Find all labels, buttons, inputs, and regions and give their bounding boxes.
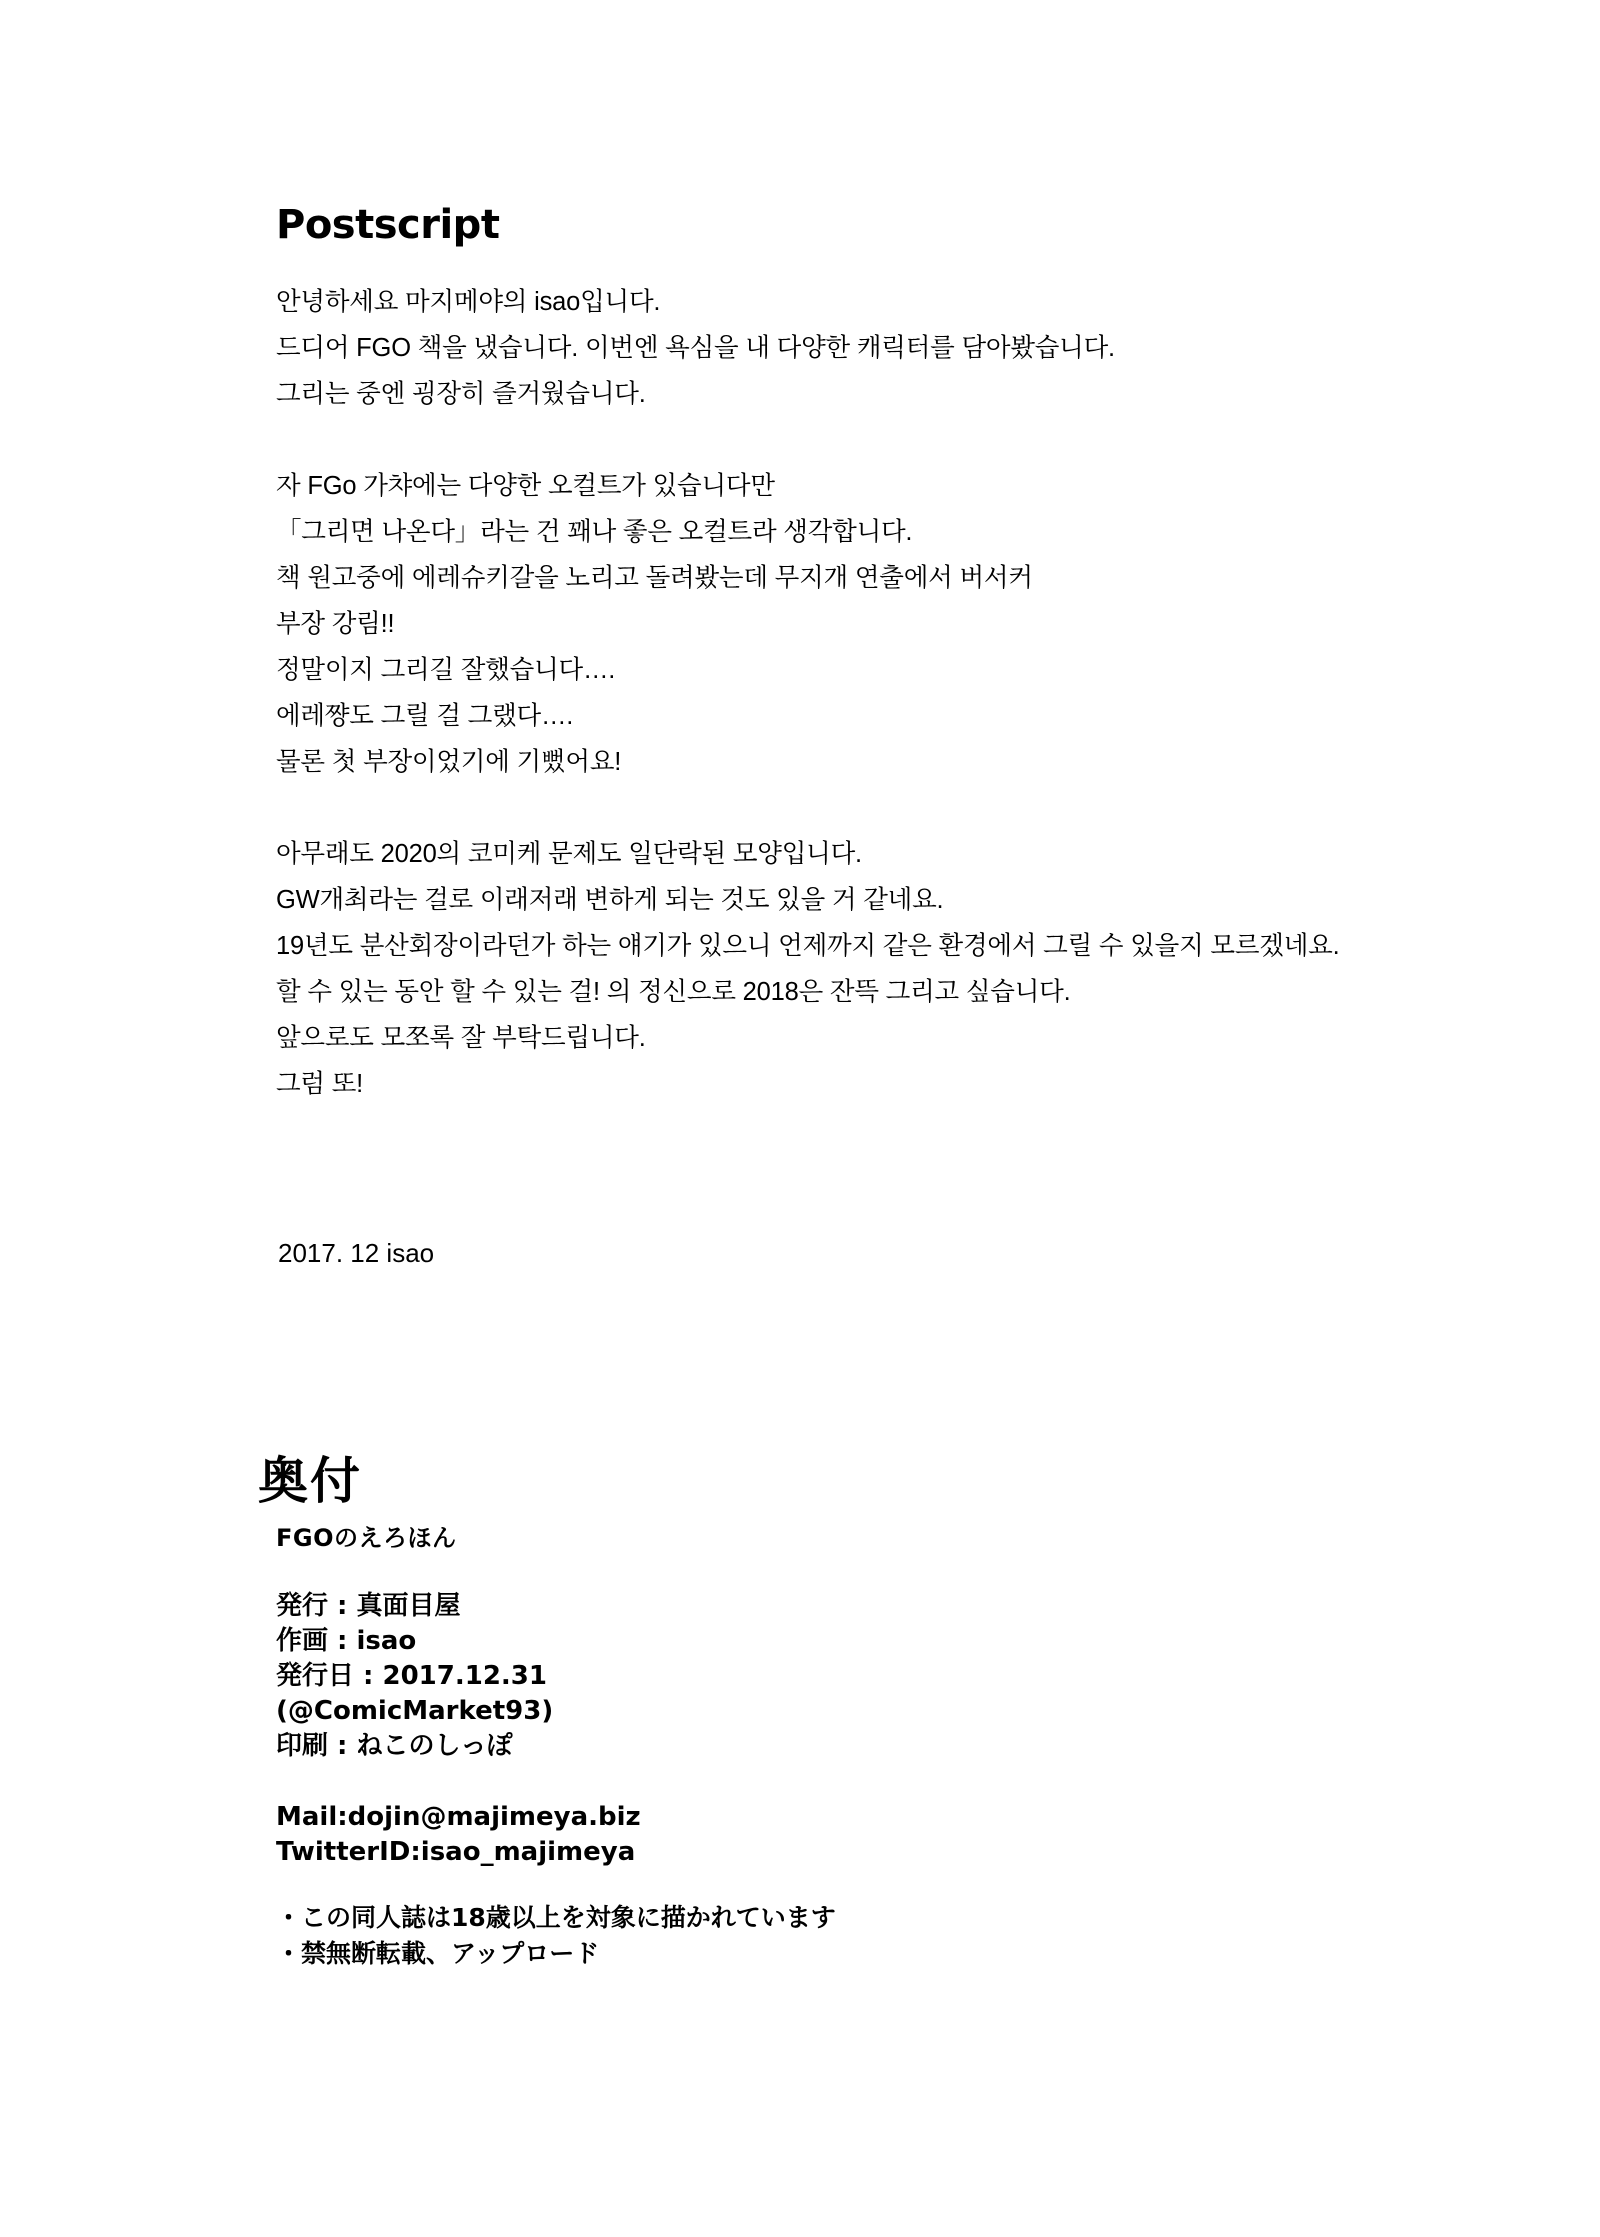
postscript-line: 자 FGo 가챠에는 다양한 오컬트가 있습니다만 bbox=[276, 472, 775, 500]
postscript-line: 그럼 또! bbox=[276, 1070, 364, 1098]
colophon-line: (@ComicMarket93) bbox=[276, 1695, 554, 1726]
colophon-notes bbox=[276, 1900, 1358, 1972]
colophon-spacer bbox=[258, 1870, 1358, 1900]
postscript-line: 정말이지 그리길 잘했습니다…. bbox=[276, 656, 616, 684]
colophon-line: 作画 : isao bbox=[276, 1625, 417, 1656]
postscript-line: 「그리면 나온다」라는 건 꽤나 좋은 오컬트라 생각합니다. bbox=[276, 518, 913, 546]
paragraph-spacer bbox=[276, 785, 1376, 831]
colophon-line: 発行日 : 2017.12.31 bbox=[276, 1660, 547, 1691]
postscript-paragraph-1 bbox=[276, 279, 1376, 417]
postscript-line: 책 원고중에 에레슈키갈을 노리고 돌려봤는데 무지개 연출에서 버서커 bbox=[276, 564, 1033, 592]
colophon-line: 印刷 : ねこのしっぽ bbox=[276, 1730, 513, 1761]
postscript-line: 할 수 있는 동안 할 수 있는 걸! 의 정신으로 2018은 잔뜩 그리고 싶습니다. bbox=[276, 978, 1071, 1006]
postscript-heading: Postscript bbox=[276, 202, 500, 248]
postscript-section bbox=[276, 202, 1376, 1107]
postscript-line: 아무래도 2020의 코미케 문제도 일단락된 모양입니다. bbox=[276, 840, 862, 868]
postscript-paragraph-3 bbox=[276, 831, 1376, 1107]
contact-mail: Mail:dojin@majimeya.biz bbox=[276, 1801, 641, 1832]
note-line: ・禁無断転載、アップロード bbox=[276, 1938, 600, 1968]
colophon-line: 発行 : 真面目屋 bbox=[276, 1590, 461, 1621]
postscript-line: 부장 강림!! bbox=[276, 610, 395, 638]
postscript-line: 앞으로도 모쪼록 잘 부탁드립니다. bbox=[276, 1024, 646, 1052]
postscript-paragraph-2 bbox=[276, 463, 1376, 785]
colophon-subtitle: FGOのえろほん bbox=[276, 1523, 457, 1552]
postscript-line: 드디어 FGO 책을 냈습니다. 이번엔 욕심을 내 다양한 캐릭터를 담아봤습니다. bbox=[276, 334, 1115, 362]
colophon-credits bbox=[276, 1589, 1358, 1764]
colophon-heading: 奥付 bbox=[258, 1452, 362, 1510]
postscript-line: 안녕하세요 마지메야의 isao입니다. bbox=[276, 288, 661, 316]
note-line: ・この同人誌は18歳以上を対象に描かれています bbox=[276, 1902, 836, 1932]
colophon-spacer bbox=[258, 1553, 1358, 1589]
contact-twitter: TwitterID:isao_majimeya bbox=[276, 1836, 636, 1867]
postscript-line: 물론 첫 부장이었기에 기뻤어요! bbox=[276, 748, 622, 776]
postscript-line: 그리는 중엔 굉장히 즐거웠습니다. bbox=[276, 380, 646, 408]
colophon-spacer bbox=[258, 1764, 1358, 1800]
colophon-section bbox=[258, 1452, 1358, 1972]
postscript-line: GW개최라는 걸로 이래저래 변하게 되는 것도 있을 거 같네요. bbox=[276, 886, 944, 914]
colophon-contacts bbox=[276, 1800, 1358, 1870]
author-signature: 2017. 12 isao bbox=[278, 1238, 435, 1268]
postscript-line: 에레쨩도 그릴 걸 그랬다…. bbox=[276, 702, 574, 730]
paragraph-spacer bbox=[276, 417, 1376, 463]
postscript-line: 19년도 분산회장이라던가 하는 얘기가 있으니 언제까지 같은 환경에서 그릴 수 있을지 모르겠네요. bbox=[276, 932, 1340, 960]
